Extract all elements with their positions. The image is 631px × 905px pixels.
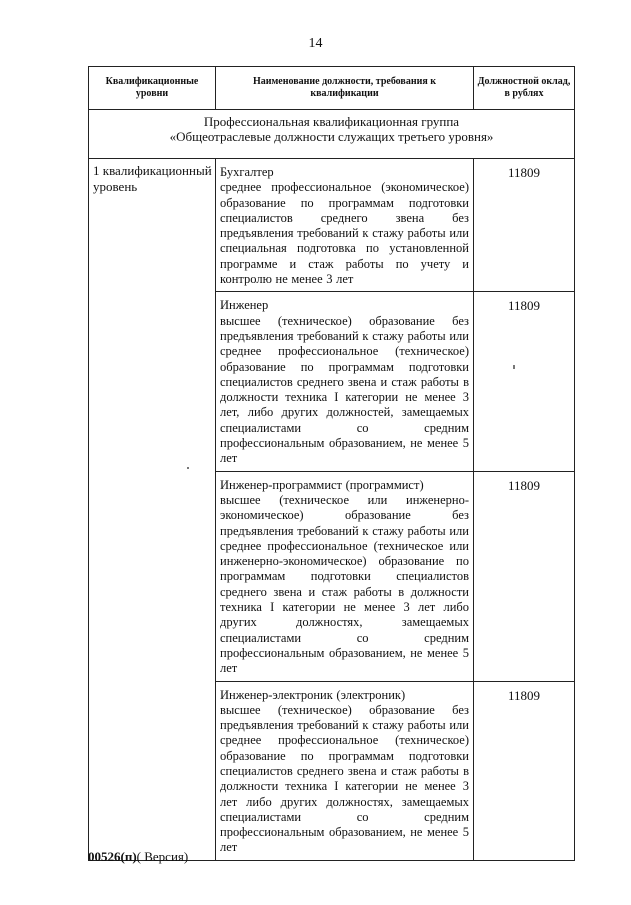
- scan-speck: [513, 365, 515, 369]
- position-requirements: высшее (техническое) образование без предъявления требований к стажу работы или среднее профессиональное (техническое) образование по программам подготовки специалистов среднего звена и стаж работы в должности техника I категории не менее 3 лет, либо других должностей, замещаемых специалистами со средним профессиональным образованием, не менее 5 лет: [220, 313, 469, 466]
- salary-cell: 11809: [474, 681, 575, 860]
- group-row: [89, 110, 575, 159]
- position-requirements: высшее (техническое или инженерно-экономическое) образование без предъявления требований к стажу работы или среднее профессиональное (техническое или инженерно-экономическое) образование по программам подготовки специалистов среднего звена и стаж работы в должности техника I категории не менее 3 лет либо других должностях, замещаемых специалистами со средним профессиональным образованием, не менее 5 лет: [220, 492, 469, 676]
- position-cell: [216, 471, 474, 681]
- table-row: [89, 159, 575, 292]
- scan-speck: [187, 467, 189, 469]
- document-code-number: 00526(п): [88, 849, 137, 864]
- header-position: Наименование должности, требования к квалификации: [216, 67, 474, 110]
- position-title: Бухгалтер: [220, 165, 274, 179]
- header-level: Квалификационные уровни: [89, 67, 216, 110]
- salary-cell: 11809: [474, 471, 575, 681]
- header-salary: Должностной оклад, в рублях: [474, 67, 575, 110]
- qualification-table: [88, 66, 575, 861]
- table-header-row: [89, 67, 575, 110]
- position-title: Инженер-электроник (электроник): [220, 687, 406, 702]
- level-cell: 1 квалификационный уровень: [89, 159, 216, 861]
- document-version: ( Версия): [136, 849, 189, 864]
- position-cell: [216, 292, 474, 471]
- document-code: [88, 849, 188, 865]
- page-number: 14: [308, 36, 323, 51]
- position-title: Инженер: [220, 298, 269, 313]
- position-cell: [216, 159, 474, 292]
- position-title: Инженер-программист (программист): [220, 477, 424, 492]
- position-requirements: среднее профессиональное (экономическое) образование по программам подготовки специалистов среднего звена без предъявления требований к стажу работы или специальная подготовка по установленной программе и стаж работы по учету и контролю не менее 3 лет: [220, 180, 469, 287]
- position-cell: [216, 681, 474, 860]
- position-requirements: высшее (техническое) образование без предъявления требований к стажу работы или среднее профессиональное (техническое) образование по программам подготовки специалистов среднего звена и стаж работы в должности техника I категории не менее 3 лет либо других должностях, замещаемых специалистами со средним профессиональным образованием, не менее 5 лет: [220, 702, 469, 855]
- salary-cell: 11809: [474, 292, 575, 471]
- group-title-line2: «Общеотраслевые должности служащих третьего уровня»: [169, 129, 494, 144]
- group-title: [89, 110, 575, 159]
- salary-cell: 11809: [474, 159, 575, 292]
- group-title-line1: Профессиональная квалификационная группа: [203, 114, 460, 129]
